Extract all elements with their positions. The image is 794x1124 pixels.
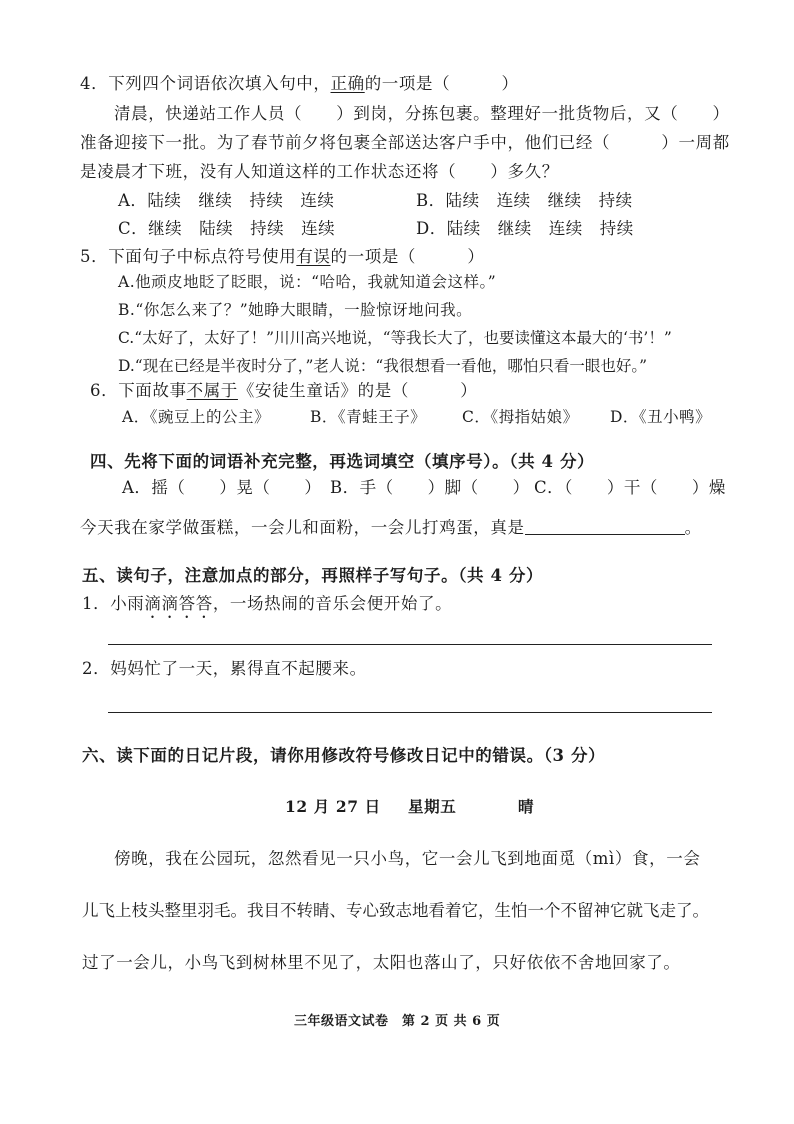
- sec4-option-b: B．手（ ）脚（ ）: [330, 478, 530, 497]
- q6-option-b: B．《青蛙王子》: [310, 408, 427, 426]
- q4-passage-line-1: 清晨，快递站工作人员（ ）到岗，分拣包裹。整理好一批货物后，又（ ）: [114, 104, 730, 123]
- diary-date: 12 月 27 日: [285, 797, 381, 816]
- q6-option-d: D．《丑小鸭》: [610, 408, 712, 426]
- sec5-item-1-dotted: 滴滴答答: [144, 594, 213, 613]
- q4-prefix: 4．下列四个词语依次填入句中，: [80, 74, 331, 93]
- q4-passage-line-3: 是凌晨才下班，没有人知道这样的工作状态还将（ ）多久？: [80, 162, 559, 181]
- q6-underlined: 不属于: [186, 381, 238, 400]
- sec5-item-2: 2．妈妈忙了一天，累得直不起腰来。: [82, 659, 367, 678]
- diary-line-3: 过了一会儿，小鸟飞到树林里不见了，太阳也落山了，只好依依不舍地回家了。: [82, 953, 681, 972]
- section-6-heading: 六、读下面的日记片段，请你用修改符号修改日记中的错误。（3 分）: [82, 746, 606, 765]
- q5-option-a: A.他顽皮地眨了眨眼，说：“哈哈，我就知道会这样。”: [118, 273, 497, 291]
- q4-option-a: A．陆续 继续 持续 连续: [118, 191, 335, 210]
- sec5-item-1-pre: 小雨: [110, 594, 145, 613]
- section-4-heading: 四、先将下面的词语补充完整，再选词填空（填序号）。（共 4 分）: [90, 452, 595, 471]
- sec4-answer-blank[interactable]: [525, 533, 685, 535]
- section-5-heading: 五、读句子，注意加点的部分，再照样子写句子。（共 4 分）: [82, 566, 544, 585]
- sec4-sentence-line: [80, 516, 702, 540]
- sec5-answer-line-1[interactable]: [108, 644, 712, 645]
- diary-weather: 晴: [518, 797, 535, 816]
- sec4-sentence-end: 。: [684, 518, 702, 537]
- diary-line-1: 傍晚，我在公园玩，忽然看见一只小鸟，它一会儿飞到地面觅（mì）食，一会: [114, 849, 701, 868]
- q4-option-d: D．陆续 继续 连续 持续: [416, 219, 634, 238]
- sec4-sentence: 今天我在家学做蛋糕，一会儿和面粉，一会儿打鸡蛋，真是: [80, 518, 525, 537]
- q6-option-c: C．《拇指姑娘》: [462, 408, 579, 426]
- q5-option-b: B.“你怎么来了？”她睁大眼睛，一脸惊讶地问我。: [118, 301, 473, 319]
- q6-suffix: 《安徒生童话》的是（ ）: [237, 381, 478, 400]
- page-footer: 三年级语文试卷 第 2 页 共 6 页: [294, 1014, 501, 1029]
- q5-option-d: D.“现在已经是半夜时分了，”老人说：“我很想看一看他，哪怕只看一眼也好。”: [118, 357, 648, 375]
- sec5-item-1-number: 1．: [82, 594, 111, 613]
- q4-stem: [80, 72, 519, 96]
- diary-line-2: 儿飞上枝头整里羽毛。我目不转睛、专心致志地看着它，生怕一个不留神它就飞走了。: [82, 901, 709, 920]
- sec5-answer-line-2[interactable]: [108, 712, 712, 713]
- diary-weekday: 星期五: [408, 797, 457, 816]
- q5-suffix: 的一项是（ ）: [330, 247, 485, 266]
- q4-underlined: 正确: [330, 74, 365, 93]
- q6-prefix: 6．下面故事: [90, 381, 187, 400]
- q6-option-a: A．《豌豆上的公主》: [122, 408, 270, 426]
- q4-option-b: B．陆续 连续 继续 持续: [416, 191, 633, 210]
- q5-underlined: 有误: [296, 247, 331, 266]
- q4-option-c: C．继续 陆续 持续 连续: [118, 219, 336, 238]
- q5-stem: [80, 245, 484, 269]
- sec5-item-1-post: ，一场热闹的音乐会便开始了。: [212, 594, 453, 613]
- q4-suffix: 的一项是（ ）: [364, 74, 519, 93]
- sec4-option-a: A．摇（ ）晃（ ）: [122, 478, 322, 497]
- q4-passage-line-2: 准备迎接下一批。为了春节前夕将包裹全部送达客户手中，他们已经（ ）一周都: [80, 133, 730, 152]
- q6-stem: [90, 379, 477, 403]
- sec5-item-1: [82, 592, 452, 622]
- sec4-option-c: C．（ ）干（ ）燥: [534, 478, 726, 497]
- q5-prefix: 5．下面句子中标点符号使用: [80, 247, 297, 266]
- q5-option-c: C.“太好了，太好了！”川川高兴地说，“等我长大了，也要读懂这本最大的‘书’！”: [118, 329, 672, 347]
